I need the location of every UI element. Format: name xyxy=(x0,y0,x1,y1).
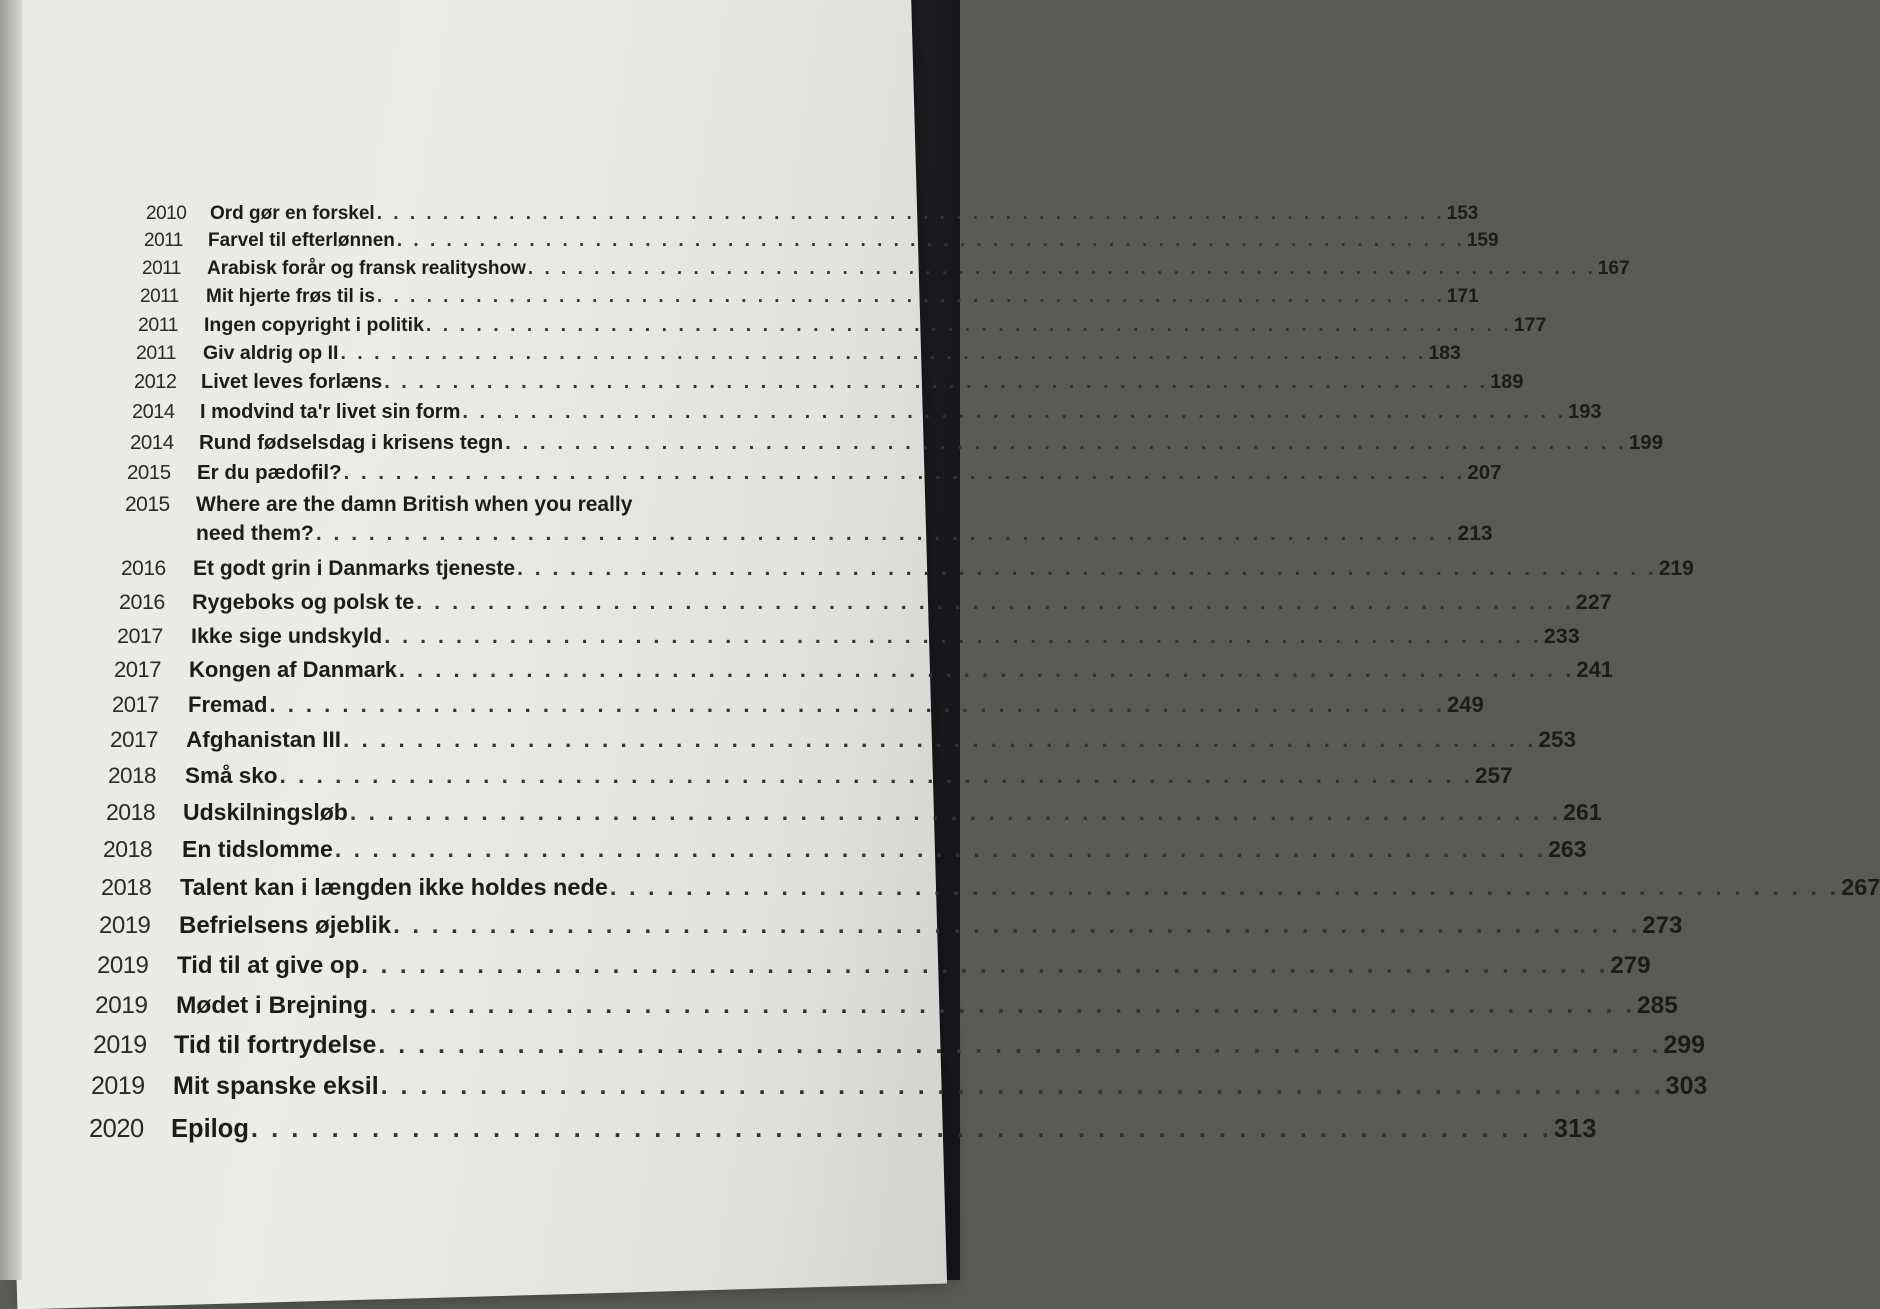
toc-entry xyxy=(199,430,1664,455)
toc-entry xyxy=(186,726,1576,753)
dot-leader: . . . . . . . . . . . . . . . . . . . . . . . . . . . . . . . . . . . . . . . . . . . . . . . . . . . . . . . . . . . . . . . . . xyxy=(378,1031,1662,1059)
toc-title: En tidslomme xyxy=(182,836,333,862)
toc-year: 2012 xyxy=(134,371,177,393)
toc-entry xyxy=(192,589,1612,615)
toc-title: Afghanistan III xyxy=(186,726,342,752)
dot-leader: . . . . . . . . . . . . . . . . . . . . . . . . . . . . . . . . . . . . . . . . . . . . . . . . . . . . . . . . . . . . . . . . . xyxy=(384,371,1488,393)
dot-leader: . . . . . . . . . . . . . . . . . . . . . . . . . . . . . . . . . . . . . . . . . . . . . . . . . . . . . . . . . . . . . . . . . xyxy=(361,952,1609,979)
toc-page-number: 193 xyxy=(1568,401,1602,423)
toc-title: Farvel til efterlønnen xyxy=(208,230,395,251)
dot-leader: . . . . . . . . . . . . . . . . . . . . . . . . . . . . . . . . . . . . . . . . . . . . . . . . . . . . . . . . . . . . . . . . . xyxy=(398,657,1575,682)
toc-entry xyxy=(193,557,1694,581)
dot-leader: . . . . . . . . . . . . . . . . . . . . . . . . . . . . . . . . . . . . . . . . . . . . . . . . . . . . . . . . . . . . . . . . . xyxy=(340,341,1427,364)
toc-year: 2017 xyxy=(117,623,163,648)
toc-title: Fremad xyxy=(188,692,268,717)
toc-year: 2015 xyxy=(125,493,170,516)
toc-entry xyxy=(185,762,1513,789)
toc-page-number: 167 xyxy=(1597,258,1630,279)
toc-page-number: 267 xyxy=(1841,873,1880,900)
toc-title: Befrielsens øjeblik xyxy=(179,912,392,939)
toc-page-number: 189 xyxy=(1490,371,1524,393)
toc-title: I modvind ta'r livet sin form xyxy=(200,401,461,423)
toc-entry xyxy=(201,371,1524,394)
toc-year: 2010 xyxy=(146,203,187,224)
toc-entry xyxy=(180,873,1880,901)
toc-title: Livet leves forlæns xyxy=(201,371,383,393)
toc-entry xyxy=(174,1031,1706,1060)
toc-year: 2011 xyxy=(144,230,183,251)
dot-leader: . . . . . . . . . . . . . . . . . . . . . . . . . . . . . . . . . . . . . . . . . . . . . . . . . . . . . . . . . . . . . . . . . xyxy=(279,762,1473,788)
toc-title: Tid til at give op xyxy=(177,952,360,979)
toc-title: Mødet i Brejning xyxy=(176,991,368,1019)
dot-leader: . . . . . . . . . . . . . . . . . . . . . . . . . . . . . . . . . . . . . . . . . . . . . . . . . . . . . . . . . . . . . . . . . xyxy=(462,401,1567,423)
toc-year: 2011 xyxy=(138,313,178,336)
dot-leader: . . . . . . . . . . . . . . . . . . . . . . . . . . . . . . . . . . . . . . . . . . . . . . . . . . . . . . . . . . . . . . . . . xyxy=(609,873,1840,900)
toc-page-number: 285 xyxy=(1637,991,1678,1019)
toc-page-number: 227 xyxy=(1575,589,1612,614)
toc-title: Epilog xyxy=(171,1114,249,1143)
toc-entry xyxy=(191,623,1580,649)
dot-leader: . . . . . . . . . . . . . . . . . . . . . . . . . . . . . . . . . . . . . . . . . . . . . . . . . . . . . . . . . . . . . . . . . xyxy=(505,430,1627,454)
toc-year: 2017 xyxy=(114,657,161,682)
toc-entry xyxy=(179,912,1683,940)
dot-leader: . . . . . . . . . . . . . . . . . . . . . . . . . . . . . . . . . . . . . . . . . . . . . . . . . . . . . . . . . . . . . . . . . xyxy=(393,912,1641,939)
toc-entry xyxy=(208,230,1499,252)
toc-year: 2019 xyxy=(97,952,149,979)
toc-page-number: 183 xyxy=(1428,341,1461,364)
toc-page-number: 213 xyxy=(1457,522,1493,545)
toc-entry xyxy=(206,286,1479,308)
toc-title: Ord gør en forskel xyxy=(210,203,375,224)
toc-page-number: 253 xyxy=(1538,726,1576,752)
toc-page-number: 257 xyxy=(1474,762,1513,788)
dot-leader: . . . . . . . . . . . . . . . . . . . . . . . . . . . . . . . . . . . . . . . . . . . . . . . . . . . . . . . . . . . . . . . . . xyxy=(425,313,1512,336)
toc-year: 2011 xyxy=(142,258,181,279)
toc-entry xyxy=(203,341,1461,365)
toc-page-number: 273 xyxy=(1642,912,1683,939)
toc-entry xyxy=(200,401,1602,424)
toc-year: 2015 xyxy=(127,460,171,484)
toc-page-number: 313 xyxy=(1553,1114,1597,1143)
dot-leader: . . . . . . . . . . . . . . . . . . . . . . . . . . . . . . . . . . . . . . . . . . . . . . . . . . . . . . . . . . . . . . . . . xyxy=(416,589,1574,614)
toc-year: 2018 xyxy=(108,762,157,788)
dot-leader: . . . . . . . . . . . . . . . . . . . . . . . . . . . . . . . . . . . . . . . . . . . . . . . . . . . . . . . . . . . . . . . . . xyxy=(527,258,1596,279)
toc-title: Tid til fortrydelse xyxy=(174,1031,377,1059)
toc-entry-continuation xyxy=(196,522,1493,546)
toc-year: 2019 xyxy=(99,912,151,939)
toc-page-number: 241 xyxy=(1576,657,1614,682)
toc-year: 2014 xyxy=(132,401,175,423)
toc-year: 2018 xyxy=(103,836,153,862)
toc-title: Mit hjerte frøs til is xyxy=(206,286,375,307)
toc-entry xyxy=(207,258,1630,280)
toc-entry xyxy=(182,836,1587,863)
toc-page-number: 171 xyxy=(1446,286,1479,307)
toc-title: Udskilningsløb xyxy=(183,799,348,825)
dot-leader: . . . . . . . . . . . . . . . . . . . . . . . . . . . . . . . . . . . . . . . . . . . . . . . . . . . . . . . . . . . . . . . . . xyxy=(517,557,1657,580)
dot-leader: . . . . . . . . . . . . . . . . . . . . . . . . . . . . . . . . . . . . . . . . . . . . . . . . . . . . . . . . . . . . . . . . . xyxy=(269,692,1445,717)
toc-page-number: 261 xyxy=(1563,799,1602,825)
toc-page-number: 159 xyxy=(1466,230,1499,251)
toc-page-number: 207 xyxy=(1467,460,1502,484)
toc-entry xyxy=(189,657,1614,683)
toc-entry xyxy=(183,799,1602,826)
toc-entry xyxy=(196,493,632,517)
toc-entry xyxy=(177,952,1651,980)
toc-year: 2018 xyxy=(101,873,152,900)
toc-year: 2019 xyxy=(95,991,148,1019)
toc-title: Talent kan i længden ikke holdes nede xyxy=(180,873,608,900)
toc-year: 2014 xyxy=(130,430,174,454)
toc-page-number: 263 xyxy=(1548,836,1587,862)
toc-page-number: 299 xyxy=(1663,1031,1706,1059)
toc-page-number: 199 xyxy=(1628,430,1664,454)
toc-year: 2020 xyxy=(89,1114,144,1143)
toc-title: Kongen af Danmark xyxy=(189,657,397,682)
toc-year: 2016 xyxy=(119,589,165,614)
toc-year: 2017 xyxy=(110,726,159,752)
dot-leader: . . . . . . . . . . . . . . . . . . . . . . . . . . . . . . . . . . . . . . . . . . . . . . . . . . . . . . . . . . . . . . . . . xyxy=(396,230,1465,251)
dot-leader: . . . . . . . . . . . . . . . . . . . . . . . . . . . . . . . . . . . . . . . . . . . . . . . . . . . . . . . . . . . . . . . . . xyxy=(349,799,1562,825)
toc-title: Where are the damn British when you really xyxy=(196,493,633,516)
toc-entry xyxy=(188,692,1484,718)
toc-title-continuation: need them? xyxy=(196,522,314,545)
dot-leader: . . . . . . . . . . . . . . . . . . . . . . . . . . . . . . . . . . . . . . . . . . . . . . . . . . . . . . . . . . . . . . . . . xyxy=(343,460,1466,484)
toc-title: Små sko xyxy=(185,762,278,788)
dot-leader: . . . . . . . . . . . . . . . . . . . . . . . . . . . . . . . . . . . . . . . . . . . . . . . . . . . . . . . . . . . . . . . . . xyxy=(384,623,1542,648)
toc-page-number: 279 xyxy=(1610,952,1651,979)
toc-entry xyxy=(197,460,1502,485)
toc-year: 2011 xyxy=(140,286,179,307)
toc-title: Mit spanske eksil xyxy=(173,1072,379,1100)
toc-page-number: 303 xyxy=(1665,1072,1708,1100)
toc-year: 2016 xyxy=(121,557,166,580)
toc-year: 2019 xyxy=(91,1072,145,1100)
toc-page-number: 177 xyxy=(1513,313,1547,336)
dot-leader: . . . . . . . . . . . . . . . . . . . . . . . . . . . . . . . . . . . . . . . . . . . . . . . . . . . . . . . . . . . . . . . . . xyxy=(376,203,1445,224)
toc-page-number: 219 xyxy=(1658,557,1694,580)
dot-leader: . . . . . . . . . . . . . . . . . . . . . . . . . . . . . . . . . . . . . . . . . . . . . . . . . . . . . . . . . . . . . . . . . xyxy=(250,1114,1552,1143)
toc-title: Ikke sige undskyld xyxy=(191,623,383,648)
toc-title: Rygeboks og polsk te xyxy=(192,589,415,614)
toc-year: 2011 xyxy=(136,341,176,364)
dot-leader: . . . . . . . . . . . . . . . . . . . . . . . . . . . . . . . . . . . . . . . . . . . . . . . . . . . . . . . . . . . . . . . . . xyxy=(380,1072,1664,1100)
toc-entry xyxy=(176,991,1678,1020)
dot-leader: . . . . . . . . . . . . . . . . . . . . . . . . . . . . . . . . . . . . . . . . . . . . . . . . . . . . . . . . . . . . . . . . . xyxy=(369,991,1636,1019)
toc-title: Arabisk forår og fransk realityshow xyxy=(207,258,526,279)
toc-entry xyxy=(204,313,1547,337)
toc-page-number: 153 xyxy=(1446,203,1479,224)
toc-title: Ingen copyright i politik xyxy=(204,313,424,336)
toc-page-number: 249 xyxy=(1446,692,1484,717)
toc-title: Giv aldrig op II xyxy=(203,341,339,364)
toc-title: Et godt grin i Danmarks tjeneste xyxy=(193,557,516,580)
toc-entry xyxy=(210,203,1479,225)
dot-leader: . . . . . . . . . . . . . . . . . . . . . . . . . . . . . . . . . . . . . . . . . . . . . . . . . . . . . . . . . . . . . . . . . xyxy=(334,836,1547,862)
dot-leader: . . . . . . . . . . . . . . . . . . . . . . . . . . . . . . . . . . . . . . . . . . . . . . . . . . . . . . . . . . . . . . . . . xyxy=(315,522,1456,545)
toc-title: Er du pædofil? xyxy=(197,460,342,484)
toc-year: 2019 xyxy=(93,1031,147,1059)
toc-page-number: 233 xyxy=(1543,623,1580,648)
toc-year: 2017 xyxy=(112,692,159,717)
dot-leader: . . . . . . . . . . . . . . . . . . . . . . . . . . . . . . . . . . . . . . . . . . . . . . . . . . . . . . . . . . . . . . . . . xyxy=(343,726,1537,752)
toc-year: 2018 xyxy=(106,799,156,825)
dot-leader: . . . . . . . . . . . . . . . . . . . . . . . . . . . . . . . . . . . . . . . . . . . . . . . . . . . . . . . . . . . . . . . . . xyxy=(376,286,1445,307)
toc-title: Rund fødselsdag i krisens tegn xyxy=(199,430,504,454)
toc-entry xyxy=(171,1114,1597,1144)
toc-entry xyxy=(173,1072,1708,1101)
